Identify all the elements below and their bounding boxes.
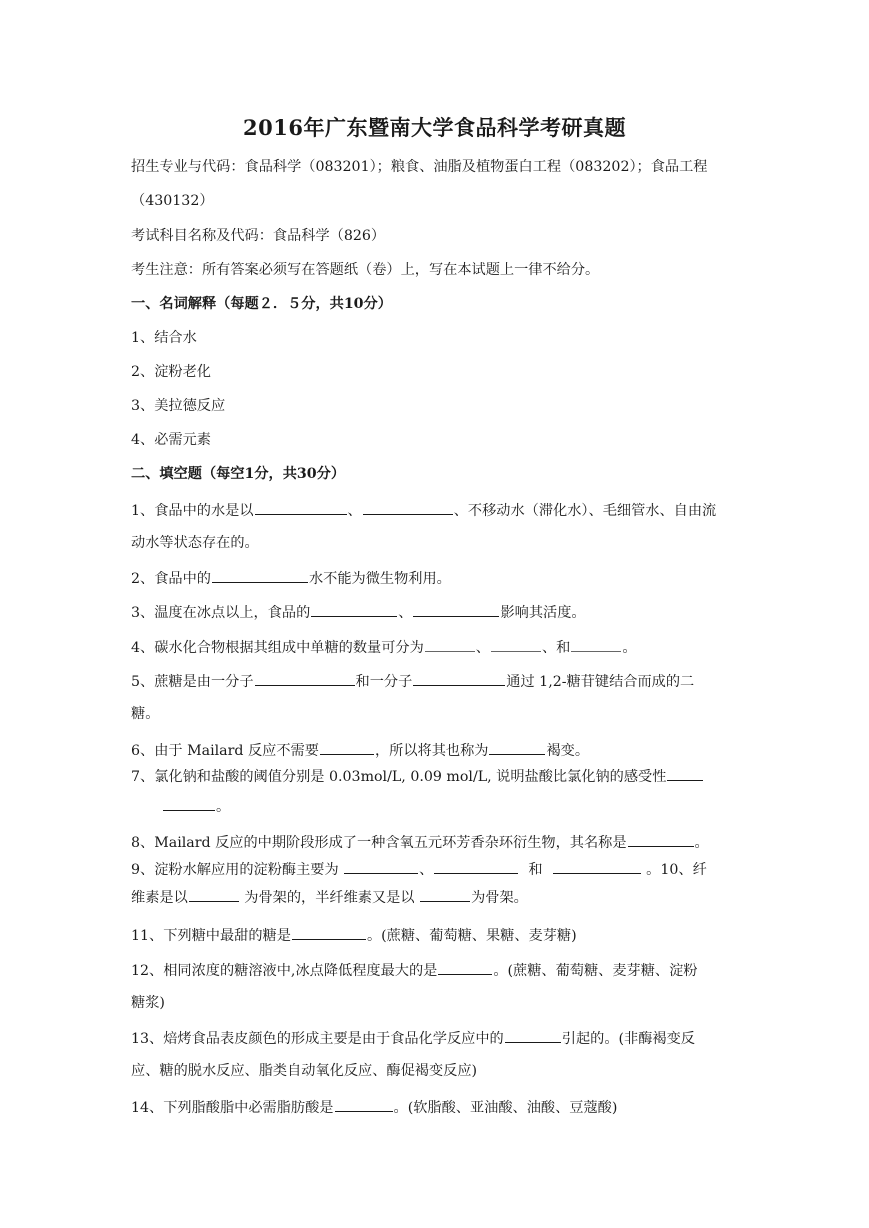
question-text: 通过 1,2-糖苷键结合而成的二 (506, 674, 695, 690)
question-7 (131, 766, 741, 786)
answer-blank (553, 859, 641, 874)
question-3 (131, 602, 741, 622)
question-text: 1、食品中的水是以 (131, 503, 254, 519)
question-text: 3、温度在冰点以上，食品的 (131, 605, 311, 621)
question-text: 、 (398, 605, 413, 621)
question-text: 影响其活度。 (500, 605, 586, 621)
answer-blank (344, 859, 418, 874)
question-text: 、 (347, 503, 362, 519)
question-text: 。 (216, 799, 231, 815)
question-8 (131, 832, 741, 852)
question-text: 。 (622, 640, 637, 656)
question-text: 引起的。(非酶褐变反 (561, 1031, 695, 1047)
answer-blank (189, 887, 239, 902)
question-7-continued (162, 796, 772, 816)
subject-line: 考试科目名称及代码：食品科学（826） (131, 228, 386, 244)
question-13-continued: 应、糖的脱水反应、脂类自动氧化反应、酶促褐变反应) (131, 1063, 478, 1079)
answer-blank (571, 637, 621, 652)
question-1 (131, 500, 741, 520)
major-line: 招生专业与代码：食品科学（083201）；粮食、油脂及植物蛋白工程（083202）；食品工程 (131, 159, 708, 175)
answer-blank (505, 1028, 561, 1043)
answer-blank (420, 887, 470, 902)
question-text: 。10、纤 (646, 862, 707, 878)
question-text: 、 (419, 862, 434, 878)
answer-blank (335, 1097, 393, 1112)
term-item: 2、淀粉老化 (131, 364, 211, 380)
section2-heading: 二、填空题（每空1分，共30分） (131, 466, 346, 482)
answer-blank (413, 602, 499, 617)
question-text: 13、焙烤食品表皮颜色的形成主要是由于食品化学反应中的 (131, 1031, 504, 1047)
question-text: 、 (475, 640, 490, 656)
answer-blank (255, 671, 355, 686)
answer-blank (212, 568, 308, 583)
answer-blank (413, 671, 505, 686)
answer-blank (163, 796, 215, 811)
answer-blank (255, 500, 347, 515)
question-text: 水不能为微生物利用。 (308, 571, 451, 587)
term-item: 3、美拉德反应 (131, 398, 226, 414)
question-text: 和 (528, 862, 543, 878)
question-text: ，所以将其也称为 (374, 743, 489, 759)
question-1-continued: 动水等状态存在的。 (131, 535, 259, 551)
term-item: 1、结合水 (131, 330, 197, 346)
question-13 (131, 1028, 741, 1048)
question-text: 。(软脂酸、亚油酸、油酸、豆蔻酸) (393, 1100, 618, 1116)
answer-blank (667, 766, 703, 781)
question-5-continued: 糖。 (131, 706, 160, 722)
question-text: 7、氯化钠和盐酸的阈值分别是 0.03mol/L, 0.09 mol/L, 说明盐酸比氯化钠的感受性 (131, 769, 667, 785)
question-text: 褐变。 (546, 743, 590, 759)
question-14 (131, 1097, 741, 1117)
answer-blank (320, 740, 374, 755)
question-text: 5、蔗糖是由一分子 (131, 674, 254, 690)
question-9 (131, 859, 741, 879)
question-2 (131, 568, 741, 588)
question-text: 。(蔗糖、葡萄糖、麦芽糖、淀粉 (493, 963, 698, 979)
question-12-continued: 糖浆) (131, 995, 165, 1011)
question-text: 为骨架。 (471, 890, 528, 906)
question-text: 12、相同浓度的糖溶液中,冰点降低程度最大的是 (131, 963, 438, 979)
question-text: 。 (694, 835, 709, 851)
question-11 (131, 925, 741, 945)
question-text: 6、由于 Mailard 反应不需要 (131, 743, 319, 759)
page-title: 2016年广东暨南大学食品科学考研真题 (243, 115, 626, 140)
question-12 (131, 960, 741, 980)
answer-blank (489, 740, 545, 755)
question-4 (131, 637, 741, 657)
question-text: 、不移动水（滞化水）、毛细管水、自由流 (453, 503, 717, 519)
answer-blank (292, 925, 366, 940)
term-item: 4、必需元素 (131, 432, 211, 448)
question-text: 9、淀粉水解应用的淀粉酶主要为 (131, 862, 339, 878)
question-text: 、和 (541, 640, 571, 656)
question-text: 2、食品中的 (131, 571, 211, 587)
question-text: 。(蔗糖、葡萄糖、果糖、麦芽糖) (366, 928, 577, 944)
question-text: 为骨架的，半纤维素又是以 (244, 890, 415, 906)
question-text: 14、下列脂酸脂中必需脂肪酸是 (131, 1100, 334, 1116)
answer-blank (628, 832, 694, 847)
question-6 (131, 740, 741, 760)
major-line-continued: （430132） (131, 193, 214, 209)
question-text: 4、碳水化合物根据其组成中单糖的数量可分为 (131, 640, 424, 656)
question-text: 和一分子 (355, 674, 413, 690)
notice-line: 考生注意：所有答案必须写在答题纸（卷）上，写在本试题上一律不给分。 (131, 262, 600, 278)
answer-blank (425, 637, 475, 652)
question-5 (131, 671, 741, 691)
question-text: 维素是以 (131, 890, 188, 906)
answer-blank (311, 602, 397, 617)
question-text: 8、Mailard 反应的中期阶段形成了一种含氧五元环芳香杂环衍生物，其名称是 (131, 835, 627, 851)
answer-blank (363, 500, 453, 515)
question-text: 11、下列糖中最甜的糖是 (131, 928, 291, 944)
answer-blank (434, 859, 518, 874)
answer-blank (438, 960, 492, 975)
section1-heading: 一、名词解释（每题２．５分，共10分） (131, 296, 392, 312)
question-10 (131, 887, 741, 907)
answer-blank (491, 637, 541, 652)
